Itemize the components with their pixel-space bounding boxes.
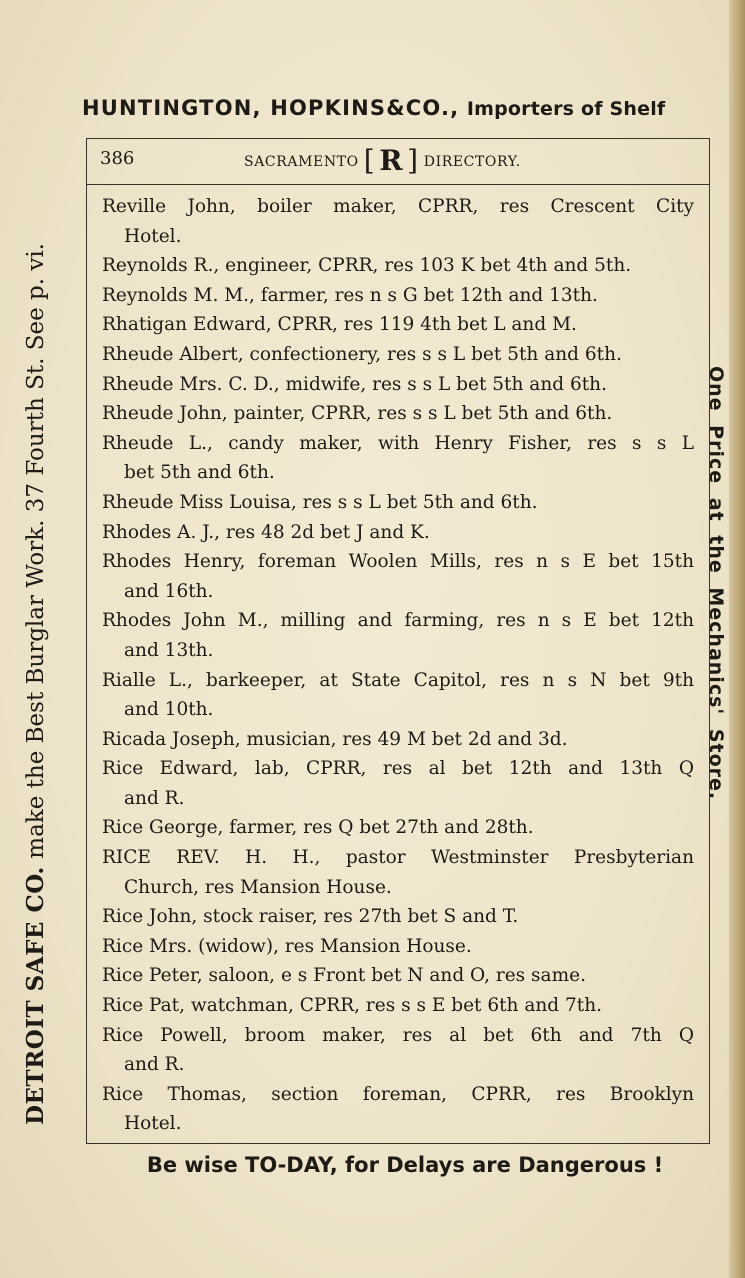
directory-entry (102, 251, 694, 281)
entry-text: Ricada Joseph, musician, res 49 M bet 2d and 3d. (102, 728, 568, 750)
top-advertisement (82, 96, 714, 120)
entry-text: Rice Edward, lab, CPRR, res al bet 12th and 13th Q (102, 758, 694, 780)
directory-entry (102, 961, 694, 991)
directory-entry (102, 843, 694, 902)
directory-entry (102, 902, 694, 932)
entry-text: Rialle L., barkeeper, at State Capitol, res n s N bet 9th (102, 669, 694, 691)
directory-entry (102, 429, 694, 488)
entry-text: Rheude Miss Louisa, res s s L bet 5th and 6th. (102, 491, 538, 513)
right-margin-advertisement: One Price at the Mechanics' Store. (705, 366, 727, 801)
directory-entry (102, 340, 694, 370)
entry-text: Rheude Mrs. C. D., midwife, res s s L bet 5th and 6th. (102, 373, 607, 395)
entry-text: Reynolds R., engineer, CPRR, res 103 K bet 4th and 5th. (102, 255, 632, 277)
directory-entry (102, 1080, 694, 1139)
running-title (244, 144, 521, 177)
page-number: 386 (100, 148, 135, 169)
directory-entry (102, 310, 694, 340)
directory-entry (102, 725, 694, 755)
entry-continuation: and R. (124, 1054, 185, 1076)
directory-entry (102, 488, 694, 518)
top-ad-tagline: Importers of Shelf (466, 98, 666, 120)
directory-entries (102, 192, 694, 1139)
left-margin-advertisement (14, 153, 58, 1125)
entry-text: Rheude John, painter, CPRR, res s s L bet 5th and 6th. (102, 403, 613, 425)
entry-text: Rice Thomas, section foreman, CPRR, res Brooklyn (102, 1083, 694, 1105)
left-ad-company: DETROIT SAFE CO. (22, 866, 49, 1125)
directory-entry (102, 813, 694, 843)
entry-text: Rheude L., candy maker, with Henry Fisher, res s s L (102, 432, 694, 454)
entry-text: RICE REV. H. H., pastor Westminster Presbyterian (102, 847, 694, 869)
entry-continuation: Hotel. (124, 225, 182, 247)
entry-text: Rice Powell, broom maker, res al bet 6th and 7th Q (102, 1024, 694, 1046)
entry-text: Rheude Albert, confectionery, res s s L bet 5th and 6th. (102, 343, 622, 365)
bottom-advertisement: Be wise TO-DAY, for Delays are Dangerous ! (146, 1153, 664, 1177)
entry-text: Rhodes John M., milling and farming, res n s E bet 12th (102, 610, 694, 632)
entry-text: Rice Pat, watchman, CPRR, res s s E bet 6th and 7th. (102, 995, 602, 1017)
running-header (86, 140, 708, 182)
section-letter: R (379, 144, 404, 177)
bracket-open: [ (363, 144, 376, 177)
directory-entry (102, 370, 694, 400)
directory-entry (102, 1021, 694, 1080)
directory-entry (102, 932, 694, 962)
entry-text: Reynolds M. M., farmer, res n s G bet 12th and 13th. (102, 284, 598, 306)
running-title-left: SACRAMENTO (244, 154, 359, 170)
entry-text: Reville John, boiler maker, CPRR, res Crescent City (102, 196, 694, 217)
directory-entry (102, 666, 694, 725)
entry-text: Rice George, farmer, res Q bet 27th and 28th. (102, 817, 534, 839)
entry-continuation: Hotel. (124, 1113, 182, 1135)
directory-entry (102, 991, 694, 1021)
running-title-right: DIRECTORY. (423, 154, 521, 170)
entry-continuation: and 13th. (124, 639, 214, 661)
directory-entry (102, 547, 694, 606)
entry-text: Rice John, stock raiser, res 27th bet S and T. (102, 906, 519, 928)
entry-continuation: and 10th. (124, 699, 214, 721)
directory-entry (102, 754, 694, 813)
entry-text: Rice Peter, saloon, e s Front bet N and O, res same. (102, 965, 586, 987)
entry-continuation: bet 5th and 6th. (124, 462, 275, 484)
page-spine-edge (729, 0, 745, 1278)
directory-entry (102, 399, 694, 429)
top-ad-firm-name: HUNTINGTON, HOPKINS&CO., (82, 96, 460, 120)
header-rule (86, 184, 710, 185)
entry-continuation: and R. (124, 787, 185, 809)
entry-continuation: and 16th. (124, 580, 214, 602)
directory-entry (102, 606, 694, 665)
directory-entry (102, 518, 694, 548)
entry-text: Rhodes Henry, foreman Woolen Mills, res n s E bet 15th (102, 551, 694, 573)
entry-text: Rhodes A. J., res 48 2d bet J and K. (102, 521, 430, 543)
entry-text: Rhatigan Edward, CPRR, res 119 4th bet L and M. (102, 314, 577, 336)
left-ad-text: make the Best Burglar Work. 37 Fourth St. See p. vi. (23, 243, 49, 859)
entry-text: Rice Mrs. (widow), res Mansion House. (102, 935, 472, 957)
directory-entry (102, 281, 694, 311)
bracket-close: ] (407, 144, 419, 177)
entry-continuation: Church, res Mansion House. (124, 876, 392, 898)
directory-entry (102, 192, 694, 251)
